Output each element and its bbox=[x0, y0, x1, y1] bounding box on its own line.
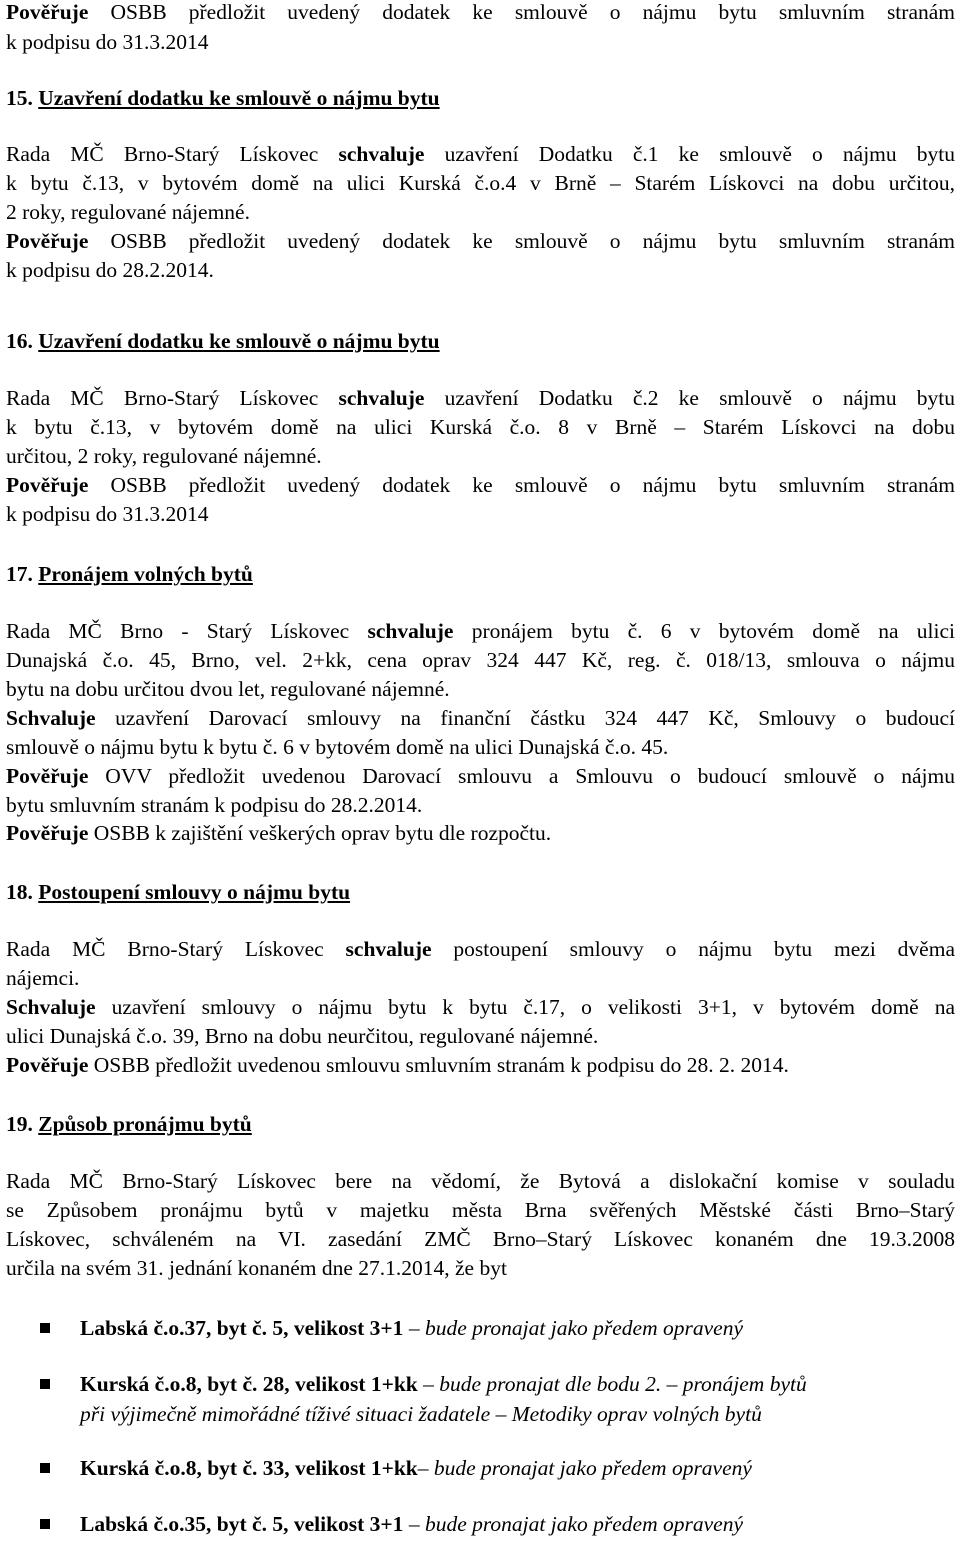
section-title: Uzavření dodatku ke smlouvě o nájmu bytu bbox=[38, 86, 440, 110]
kw-poveruje: Pověřuje bbox=[6, 764, 89, 788]
bullet-square-icon bbox=[40, 1519, 50, 1529]
section-title: Způsob pronájmu bytů bbox=[38, 1112, 252, 1136]
section-title: Pronájem volných bytů bbox=[38, 562, 253, 586]
bullet-square-icon bbox=[40, 1323, 50, 1333]
text: pronájem bytu č. 6 v bytovém domě na ulici bbox=[453, 619, 955, 643]
s19-line-4: určila na svém 31. jednání konaném dne 27.1.2014, že byt bbox=[6, 1256, 507, 1280]
text: OSBB předložit uvedený dodatek ke smlouvě o nájmu bytu smluvním stranám bbox=[88, 229, 955, 253]
kw-schvaluje: Schvaluje bbox=[6, 995, 96, 1019]
s18-line-3 bbox=[6, 992, 955, 1022]
section-number: 19. bbox=[6, 1112, 33, 1136]
s16-line-1 bbox=[6, 383, 955, 413]
section-number: 16. bbox=[6, 329, 33, 353]
s17-line-8 bbox=[6, 818, 551, 848]
item-bold: Kurská č.o.8, byt č. 28, velikost 1+kk bbox=[80, 1372, 418, 1396]
s16-line-3: určitou, 2 roky, regulované nájemné. bbox=[6, 444, 322, 468]
list-item bbox=[80, 1369, 807, 1399]
item-italic: – bude pronajat jako předem opravený bbox=[417, 1456, 752, 1480]
text: Rada MČ Brno-Starý Lískovec bbox=[6, 386, 339, 410]
list-item bbox=[80, 1509, 743, 1539]
text: Rada MČ Brno - Starý Lískovec bbox=[6, 619, 368, 643]
text: uzavření Dodatku č.2 ke smlouvě o nájmu bytu bbox=[424, 386, 955, 410]
s17-line-1 bbox=[6, 616, 955, 646]
section-15-heading bbox=[6, 83, 440, 113]
bullet-square-icon bbox=[40, 1463, 50, 1473]
s15-line-5: k podpisu do 28.2.2014. bbox=[6, 258, 214, 282]
s17-line-6 bbox=[6, 761, 955, 791]
s18-line-2: nájemci. bbox=[6, 966, 80, 990]
section-number: 18. bbox=[6, 880, 33, 904]
s17-line-7: bytu smluvním stranám k podpisu do 28.2.2014. bbox=[6, 793, 423, 817]
section-number: 15. bbox=[6, 86, 33, 110]
section-title: Postoupení smlouvy o nájmu bytu bbox=[38, 880, 351, 904]
kw-schvaluje: Schvaluje bbox=[6, 706, 96, 730]
s16-line-5: k podpisu do 31.3.2014 bbox=[6, 502, 209, 526]
s15-line-2: k bytu č.13, v bytovém domě na ulici Kurská č.o.4 v Brně – Starém Lískovci na dobu určitou, bbox=[6, 171, 955, 195]
kw-schvaluje: schvaluje bbox=[338, 142, 425, 166]
b0-line-2: k podpisu do 31.3.2014 bbox=[6, 30, 209, 54]
text: OSBB předložit uvedený dodatek ke smlouvě o nájmu bytu smluvním stranám bbox=[88, 0, 955, 24]
s15-line-1 bbox=[6, 139, 955, 169]
kw-schvaluje: schvaluje bbox=[338, 386, 425, 410]
item-bold: Kurská č.o.8, byt č. 33, velikost 1+kk bbox=[80, 1456, 418, 1480]
s18-line-1 bbox=[6, 934, 955, 964]
text: OSBB předložit uvedenou smlouvu smluvním stranám k podpisu do 28. 2. 2014. bbox=[88, 1053, 789, 1077]
s17-line-4 bbox=[6, 703, 955, 733]
item-italic: – bude pronajat dle bodu 2. – pronájem bytů bbox=[417, 1372, 807, 1396]
section-19-heading bbox=[6, 1109, 252, 1139]
section-17-heading bbox=[6, 559, 253, 589]
kw-schvaluje: schvaluje bbox=[367, 619, 454, 643]
text: uzavření smlouvy o nájmu bytu k bytu č.17, o velikosti 3+1, v bytovém domě na bbox=[95, 995, 955, 1019]
text: Rada MČ Brno-Starý Lískovec bbox=[6, 142, 339, 166]
item-bold: Labská č.o.37, byt č. 5, velikost 3+1 bbox=[80, 1316, 404, 1340]
s18-line-4: ulici Dunajská č.o. 39, Brno na dobu neurčitou, regulované nájemné. bbox=[6, 1024, 599, 1048]
kw-poveruje: Pověřuje bbox=[6, 0, 89, 24]
bullet-square-icon bbox=[40, 1379, 50, 1389]
s18-line-5 bbox=[6, 1050, 789, 1080]
s15-line-3: 2 roky, regulované nájemné. bbox=[6, 200, 250, 224]
text: Rada MČ Brno-Starý Lískovec bbox=[6, 937, 346, 961]
s17-line-5: smlouvě o nájmu bytu k bytu č. 6 v bytovém domě na ulici Dunajská č.o. 45. bbox=[6, 735, 669, 759]
list-item bbox=[80, 1453, 752, 1483]
s15-line-4 bbox=[6, 226, 955, 256]
kw-schvaluje: schvaluje bbox=[345, 937, 432, 961]
item-italic: – bude pronajat jako předem opravený bbox=[403, 1316, 743, 1340]
section-16-heading bbox=[6, 326, 440, 356]
text: postoupení smlouvy o nájmu bytu mezi dvěma bbox=[431, 937, 955, 961]
section-18-heading bbox=[6, 877, 350, 907]
text: OSBB předložit uvedený dodatek ke smlouvě o nájmu bytu smluvním stranám bbox=[88, 473, 955, 497]
kw-poveruje: Pověřuje bbox=[6, 473, 89, 497]
text: uzavření Dodatku č.1 ke smlouvě o nájmu bytu bbox=[424, 142, 955, 166]
list-item-continuation: při výjimečně mimořádné tíživé situaci žadatele – Metodiky oprav volných bytů bbox=[80, 1402, 762, 1426]
text: uzavření Darovací smlouvy na finanční částku 324 447 Kč, Smlouvy o budoucí bbox=[95, 706, 955, 730]
kw-poveruje: Pověřuje bbox=[6, 229, 89, 253]
s19-line-3: Lískovec, schváleném na VI. zasedání ZMČ Brno–Starý Lískovec konaném dne 19.3.2008 bbox=[6, 1227, 955, 1251]
s17-line-3: bytu na dobu určitou dvou let, regulované nájemné. bbox=[6, 677, 450, 701]
kw-poveruje: Pověřuje bbox=[6, 821, 89, 845]
text: OSBB k zajištění veškerých oprav bytu dle rozpočtu. bbox=[88, 821, 552, 845]
section-title: Uzavření dodatku ke smlouvě o nájmu bytu bbox=[38, 329, 440, 353]
list-item bbox=[80, 1313, 743, 1343]
section-number: 17. bbox=[6, 562, 33, 586]
s19-line-2: se Způsobem pronájmu bytů v majetku města Brna svěřených Městské části Brno–Starý bbox=[6, 1198, 955, 1222]
b0-line-1 bbox=[6, 0, 955, 27]
s16-line-4 bbox=[6, 470, 955, 500]
text: OVV předložit uvedenou Darovací smlouvu a Smlouvu o budoucí smlouvě o nájmu bbox=[88, 764, 955, 788]
s16-line-2: k bytu č.13, v bytovém domě na ulici Kurská č.o. 8 v Brně – Starém Lískovci na dobu bbox=[6, 415, 955, 439]
kw-poveruje: Pověřuje bbox=[6, 1053, 89, 1077]
s17-line-2: Dunajská č.o. 45, Brno, vel. 2+kk, cena oprav 324 447 Kč, reg. č. 018/13, smlouva o nájmu bbox=[6, 648, 955, 672]
s19-line-1: Rada MČ Brno-Starý Lískovec bere na vědomí, že Bytová a dislokační komise v souladu bbox=[6, 1169, 955, 1193]
item-italic: – bude pronajat jako předem opravený bbox=[403, 1512, 743, 1536]
item-bold: Labská č.o.35, byt č. 5, velikost 3+1 bbox=[80, 1512, 404, 1536]
